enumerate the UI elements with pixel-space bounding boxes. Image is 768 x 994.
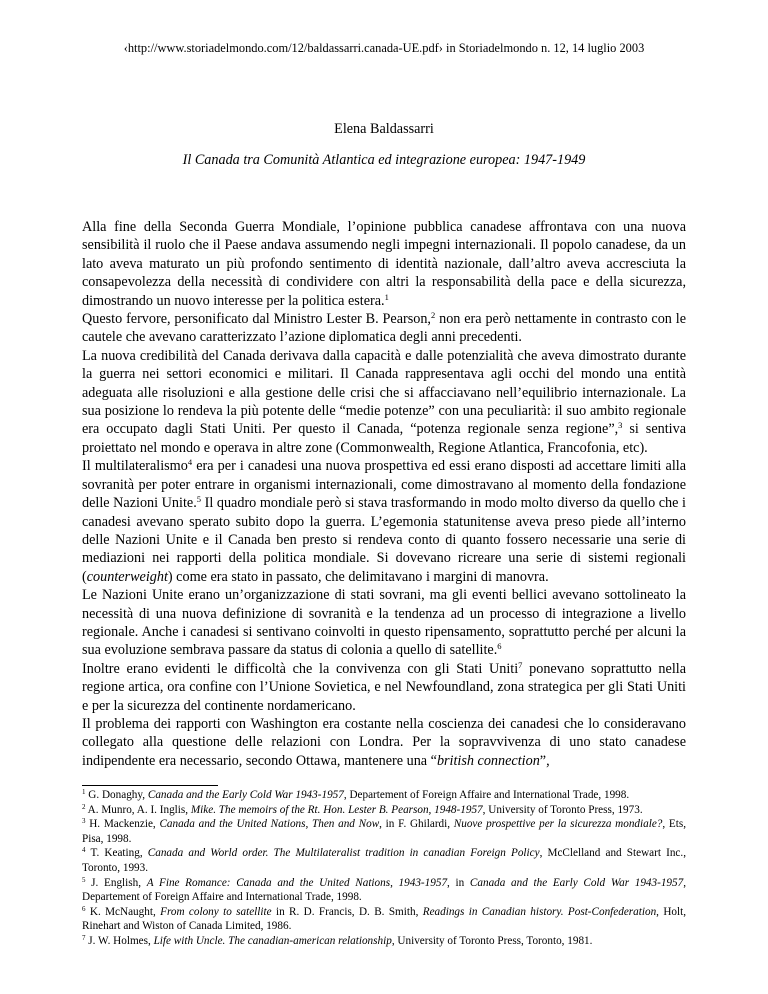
text-run: , in F. Ghilardi,	[379, 818, 454, 831]
footnote	[82, 788, 686, 803]
text-run: K. McNaught,	[85, 905, 161, 918]
footnote-ref: 6	[82, 904, 86, 913]
paragraph	[82, 715, 686, 770]
text-run: La nuova credibilità del Canada derivava dalla capacità e dalle potenzialità che aveva dimostrato durante la guerra nei settori economici e militari. Il Canada rappresentava agli occhi del mondo una entità adeguata alle risoluzioni e alla gestione delle crisi che si affacciavano nell’equilibrio internazionale. La sua posizione lo rendeva la più potente delle “medie potenze” con una peculiarità: il suo ambito regionale era occupato dagli Stati Uniti. Per questo il Canada, “potenza regionale senza regione”,	[82, 347, 686, 438]
text-run: , in	[447, 876, 470, 889]
italic-run: From colony to satellite	[160, 905, 272, 918]
footnote-ref: 7	[518, 659, 523, 670]
italic-run: Canada and World order. The Multilateralist tradition in canadian Foreign Policy	[147, 847, 540, 860]
text-run: Il quadro mondiale però si stava trasformando in modo molto diverso da quello che i canadesi avevano sperato subito dopo la guerra. L’egemonia statunitense aveva preso piede all’interno delle Nazioni Unite e il Canada ben presto si rendeva conto di quanto fossero necessarie una serie di mediazioni nei rapporti della politica mondiale. Si dovevano ricreare una serie di sistemi regionali (	[82, 495, 686, 585]
text-run: Il problema dei rapporti con Washington era costante nella coscienza dei canadesi che lo consideravano collegato alla questione delle relazioni con Londra. Per la sopravvivenza di uno stato canadese indipendente era necessario, secondo Ottawa, mantenere una “	[82, 715, 686, 769]
text-run: G. Donaghy,	[85, 789, 148, 801]
text-run: , University of Toronto Press, Toronto, 1981.	[391, 934, 593, 947]
text-run: Il multilateralismo	[82, 458, 188, 475]
text-run: , Departement of Foreign Affaire and International Trade, 1998.	[343, 789, 630, 801]
footnote	[82, 934, 686, 949]
text-run: A. Munro, A. I. Inglis,	[85, 803, 191, 816]
text-run: in R. D. Francis, D. B. Smith,	[271, 905, 423, 918]
footnotes	[82, 788, 686, 949]
text-run: , Departement of Foreign Affaire and International Trade, 1998.	[82, 876, 687, 904]
paragraph	[82, 660, 686, 715]
text-run: , McClelland and Stewart Inc., Toronto, 1993.	[82, 847, 686, 874]
italic-run: counterweight	[86, 568, 168, 585]
text-run: Inoltre erano evidenti le difficoltà che la convivenza con gli Stati Uniti	[82, 660, 519, 677]
text-run: Questo fervore, personificato dal Ministro Lester B. Pearson,	[82, 311, 431, 328]
text-run: , Holt, Rinehart and Wiston of Canada Limited, 1986.	[82, 905, 687, 933]
text-run: era per i canadesi una nuova prospettiva ed essi erano disposti ad accettare limiti alla sovranità per poter entrare in organismi internazionali, come dimostravano al momento della fondazione delle Nazioni Unite.	[82, 458, 687, 512]
footnote-ref: 4	[82, 846, 86, 855]
text-run: Le Nazioni Unite erano un’organizzazione di stati sovrani, ma gli eventi bellici avevano sottolineato la necessità di una nuova definizione di sovranità e la tendenza ad un processo di integrazione a livello regionale. Anche i canadesi si sentivano coinvolti in questo ripensamento, soprattutto perché per alcuni la sua evoluzione sembrava passare da status di colonia a quello di satellite.	[82, 587, 686, 659]
footnote-ref: 6	[497, 641, 502, 652]
footnote	[82, 876, 686, 905]
footnote-ref: 5	[82, 875, 86, 884]
text-run: H. Mackenzie,	[85, 818, 160, 831]
italic-run: Mike. The memoirs of the Rt. Hon. Lester B. Pearson, 1948-1957	[190, 803, 483, 816]
italic-run: Canada and the United Nations, Then and Now	[159, 818, 380, 831]
italic-run: A Fine Romance: Canada and the United Nations, 1943-1957	[146, 876, 448, 889]
paragraph	[82, 457, 686, 586]
footnote-ref: 2	[82, 802, 86, 811]
text-run: J. English,	[85, 876, 147, 889]
source-header: ‹http://www.storiadelmondo.com/12/baldassarri.canada-UE.pdf› in Storiadelmondo n. 12, 14 luglio 2003	[123, 41, 645, 55]
text-run: Alla fine della Seconda Guerra Mondiale, l’opinione pubblica canadese affrontava con una nuova sensibilità il ruolo che il Paese andava assumendo negli impegni internazionali. Il popolo canadese, da un lato aveva maturato un più profondo sentimento di identità nazionale, dall’altro aveva accresciuta la consapevolezza della necessità di condividere con altri la responsabilità della pace e della sicurezza, dimostrando un nuovo interesse per la politica estera.	[82, 219, 686, 309]
footnote-ref: 3	[82, 817, 86, 826]
italic-run: Canada and the Early Cold War 1943-1957	[469, 876, 684, 889]
text-run: T. Keating,	[85, 847, 148, 860]
footnote-ref: 4	[187, 457, 193, 468]
footnote	[82, 846, 686, 875]
paragraph	[82, 310, 686, 347]
italic-run: Canada and the Early Cold War 1943-1957	[147, 789, 344, 801]
article-body	[82, 218, 686, 770]
footnote-ref: 3	[618, 420, 623, 431]
paragraph	[82, 218, 686, 310]
footnote	[82, 817, 686, 846]
text-run: si sentiva proiettato nel mondo e operava in altre zone (Commonwealth, Regione Atlantica, Francofonia, etc).	[82, 421, 686, 456]
text-run: , Ets, Pisa, 1998.	[82, 818, 686, 845]
footnote-ref: 1	[384, 291, 389, 302]
text-run: , University of Toronto Press, 1973.	[482, 803, 643, 816]
paragraph	[82, 347, 686, 457]
footnote-separator	[82, 785, 218, 786]
author-name: Elena Baldassarri	[334, 121, 434, 137]
italic-run: british connection	[436, 752, 540, 769]
footnote-ref: 5	[196, 494, 201, 505]
footnote-ref: 7	[82, 933, 86, 942]
footnote	[82, 803, 686, 818]
footnote-ref: 2	[430, 310, 436, 321]
text-run: J. W. Holmes,	[85, 934, 154, 947]
paragraph	[82, 586, 686, 660]
text-run: ponevano soprattutto nella regione artica, ora confine con l’Unione Sovietica, e nel Newfoundland, zona strategica per gli Stati Uniti e per la sicurezza del continente nordamericano.	[82, 660, 686, 714]
footnote-ref: 1	[82, 788, 86, 796]
text-run: ) come era stato in passato, che delimitavano i margini di manovra.	[167, 568, 549, 585]
italic-run: Life with Uncle. The canadian-american relationship	[153, 934, 392, 947]
article-title: Il Canada tra Comunità Atlantica ed integrazione europea: 1947-1949	[182, 152, 586, 168]
footnote	[82, 905, 686, 934]
italic-run: Readings in Canadian history. Post-Confederation	[422, 905, 657, 918]
text-run: non era però nettamente in contrasto con le cautele che avevano caratterizzato l’azione diplomatica degli anni precedenti.	[82, 311, 687, 346]
italic-run: Nuove prospettive per la sicurezza mondiale?	[453, 818, 663, 831]
text-run: ”,	[539, 752, 550, 769]
